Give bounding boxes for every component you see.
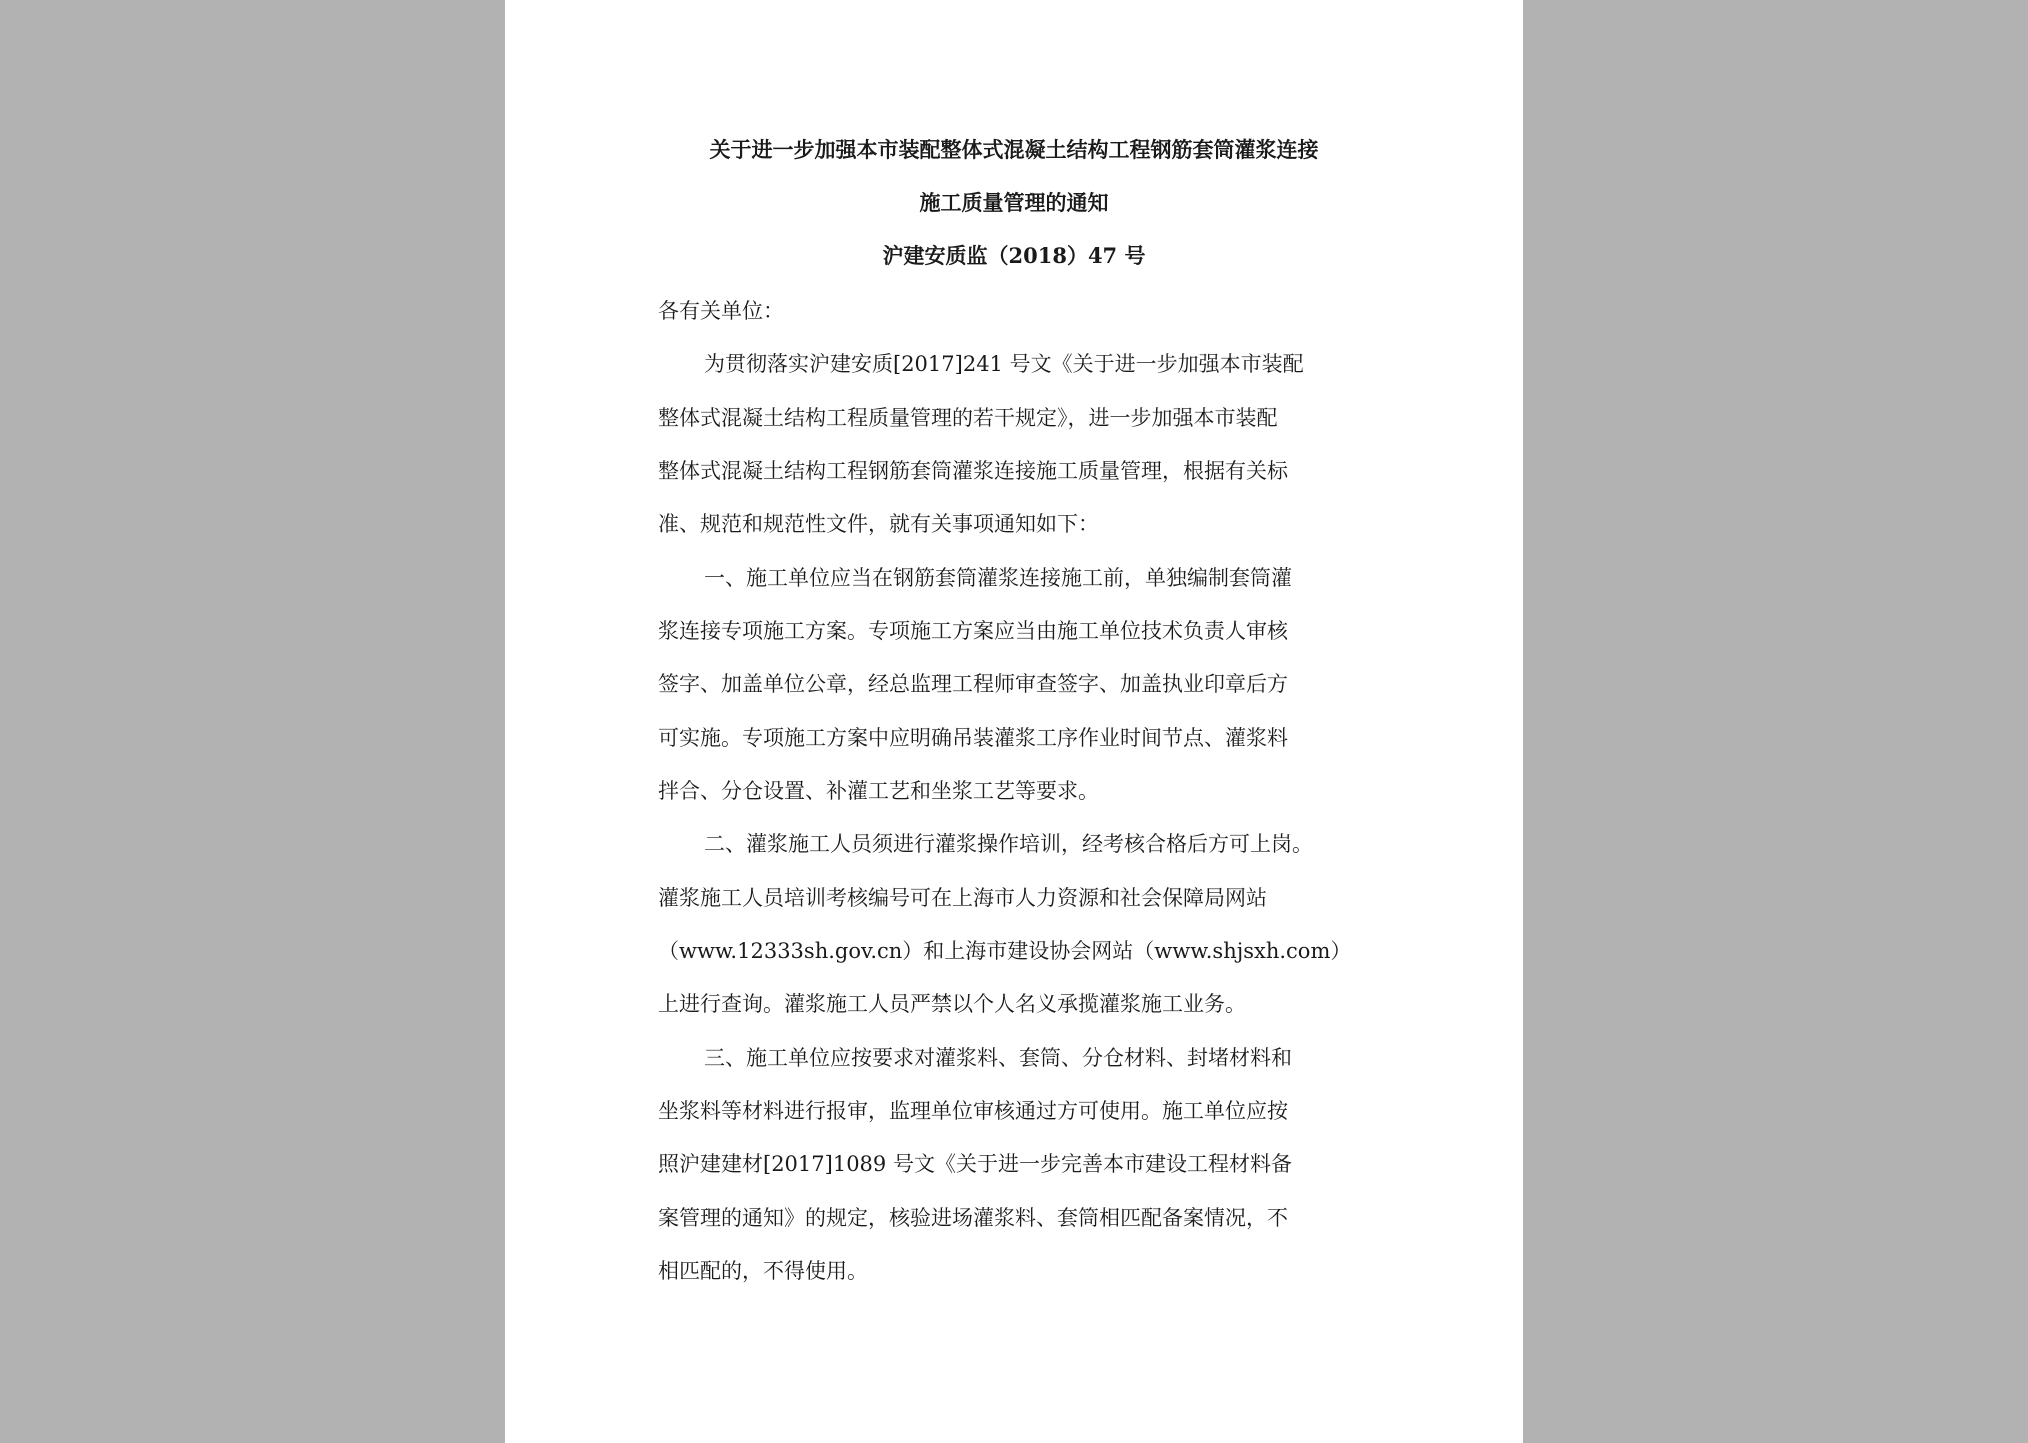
paragraph-line: 拌合、分仓设置、补灌工艺和坐浆工艺等要求。 (658, 779, 1099, 803)
paragraph-line: 为贯彻落实沪建安质[2017]241 号文《关于进一步加强本市装配 (704, 352, 1304, 376)
paragraph-line: 二、灌浆施工人员须进行灌浆操作培训，经考核合格后方可上岗。 (704, 832, 1313, 856)
document-page (505, 0, 1523, 1443)
document-number: 沪建安质监（2018）47 号 (882, 243, 1146, 268)
paragraph-line: 坐浆料等材料进行报审，监理单位审核通过方可使用。施工单位应按 (658, 1099, 1288, 1123)
paragraph-line: 案管理的通知》的规定，核验进场灌浆料、套筒相匹配备案情况，不 (658, 1206, 1288, 1230)
paragraph-line: 三、施工单位应按要求对灌浆料、套筒、分仓材料、封堵材料和 (704, 1046, 1292, 1070)
paragraph-line: 准、规范和规范性文件，就有关事项通知如下： (658, 512, 1099, 536)
paragraph-line: 相匹配的，不得使用。 (658, 1259, 868, 1283)
paragraph-line: 上进行查询。灌浆施工人员严禁以个人名义承揽灌浆施工业务。 (658, 992, 1246, 1016)
paragraph-line: 整体式混凝土结构工程钢筋套筒灌浆连接施工质量管理，根据有关标 (658, 459, 1288, 483)
paragraph-line: 灌浆施工人员培训考核编号可在上海市人力资源和社会保障局网站 (658, 886, 1267, 910)
salutation: 各有关单位： (658, 299, 784, 323)
paragraph-line: 整体式混凝土结构工程质量管理的若干规定》，进一步加强本市装配 (658, 406, 1278, 430)
paragraph-line: 签字、加盖单位公章，经总监理工程师审查签字、加盖执业印章后方 (658, 672, 1288, 696)
document-title-line-2: 施工质量管理的通知 (919, 190, 1109, 215)
paragraph-line: （www.12333sh.gov.cn）和上海市建设协会网站（www.shjsxh.com） (658, 939, 1352, 963)
paragraph-line: 照沪建建材[2017]1089 号文《关于进一步完善本市建设工程材料备 (658, 1152, 1292, 1176)
paragraph-line: 浆连接专项施工方案。专项施工方案应当由施工单位技术负责人审核 (658, 619, 1288, 643)
paragraph-line: 可实施。专项施工方案中应明确吊装灌浆工序作业时间节点、灌浆料 (658, 726, 1288, 750)
paragraph-line: 一、施工单位应当在钢筋套筒灌浆连接施工前，单独编制套筒灌 (704, 566, 1292, 590)
document-title-line-1: 关于进一步加强本市装配整体式混凝土结构工程钢筋套筒灌浆连接 (709, 137, 1319, 162)
